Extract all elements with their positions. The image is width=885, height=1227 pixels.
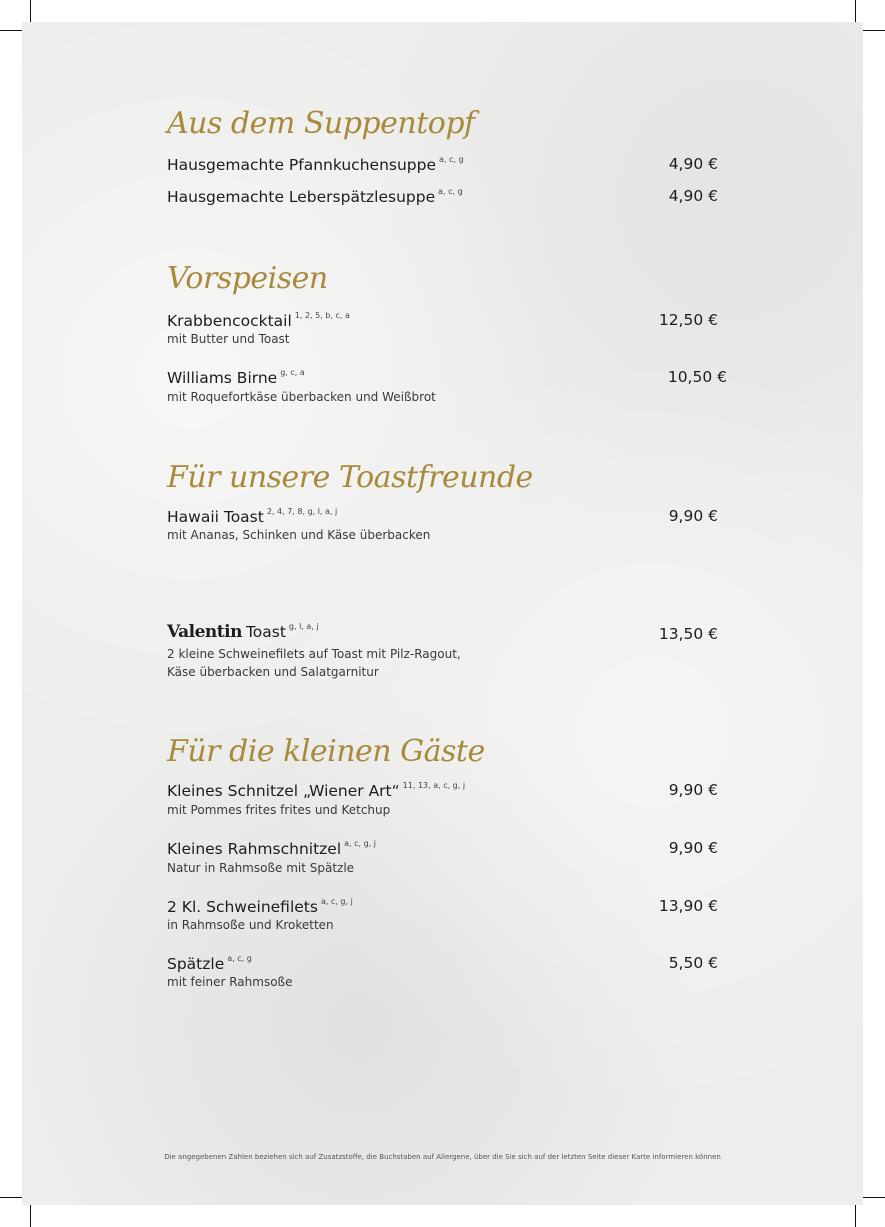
allergen-codes: a, c, g [227,954,252,963]
section-heading-starters: Vorspeisen [167,261,328,296]
menu-item-description: 2 kleine Schweinefilets auf Toast mit Pilz-Ragout, [167,647,461,661]
menu-item-price: 12,50 € [658,311,718,329]
menu-item-description: mit Butter und Toast [167,332,290,346]
crop-mark [863,30,885,31]
allergen-codes: 11, 13, a, c, g, j [402,781,466,790]
allergen-codes: a, c, g [439,155,464,164]
crop-mark [30,0,31,22]
menu-item-description: Käse überbacken und Salatgarnitur [167,665,379,679]
menu-item-name: Hausgemachte Pfannkuchensuppe $^{a, c, g}$ [167,155,464,174]
menu-item-name: Hausgemachte Leberspätzlesuppe $^{a, c, g}$ [167,187,463,206]
menu-item-price: 10,50 € [667,368,727,386]
menu-item-price: 4,90 € [668,155,718,173]
menu-item-name: Hawaii Toast $^{2, 4, 7, 8, g, l, a, j}$ [167,507,338,526]
menu-item-description: mit Roquefortkäse überbacken und Weißbrot [167,390,436,404]
menu-item-price: 13,50 € [658,625,718,643]
menu-item-price: 4,90 € [668,187,718,205]
allergen-footnote: Die angegebenen Zahlen beziehen sich auf Zusatzstoffe, die Buchstaben auf Allergene, über die Sie sich auf der letzten Seite dieser Karte informieren können [164,1153,721,1161]
crop-mark [0,1197,22,1198]
menu-item-price: 5,50 € [668,954,718,972]
allergen-codes: 1, 2, 5, b, c, a [294,311,350,320]
menu-item-price: 13,90 € [658,897,718,915]
menu-item-description: Natur in Rahmsoße mit Spätzle [167,861,355,875]
menu-item-name: Valentin Toast $^{g, l, a, j}$ [167,622,319,642]
menu-item-description: mit Pommes frites frites und Ketchup [167,803,391,817]
menu-item-price: 9,90 € [668,507,718,525]
menu-item-price: 9,90 € [668,839,718,857]
menu-item-name: Kleines Schnitzel „Wiener Art“ $^{11, 13, a, c, g, j}$ [167,781,466,800]
menu-item-name: Spätzle $^{a, c, g}$ [167,954,252,973]
crop-mark [0,30,22,31]
allergen-codes: g, c, a [280,368,305,377]
allergen-codes: a, c, g [438,187,463,196]
menu-item-name: Kleines Rahmschnitzel $^{a, c, g, j}$ [167,839,376,858]
menu-item-price: 9,90 € [668,781,718,799]
section-heading-soups: Aus dem Suppentopf [167,106,475,141]
section-heading-toasts: Für unsere Toastfreunde [167,460,533,495]
allergen-codes: a, c, g, j [320,897,353,906]
menu-item-description: mit feiner Rahmsoße [167,975,293,989]
menu-item-name: Krabbencocktail $^{1, 2, 5, b, c, a}$ [167,311,350,330]
allergen-codes: 2, 4, 7, 8, g, l, a, j [266,507,338,516]
crop-mark [855,1205,856,1227]
menu-item-description: mit Ananas, Schinken und Käse überbacken [167,528,431,542]
crop-mark [863,1197,885,1198]
menu-item-name: Williams Birne $^{g, c, a}$ [167,368,305,387]
valentin-brand-logo: Valentin [167,622,242,642]
menu-item-description: in Rahmsoße und Kroketten [167,918,334,932]
crop-mark [30,1205,31,1227]
crop-mark [855,0,856,22]
section-heading-kids: Für die kleinen Gäste [167,734,485,769]
allergen-codes: a, c, g, j [344,839,376,848]
allergen-codes: g, l, a, j [288,622,319,631]
menu-item-name: 2 Kl. Schweinefilets $^{a, c, g, j}$ [167,897,353,916]
